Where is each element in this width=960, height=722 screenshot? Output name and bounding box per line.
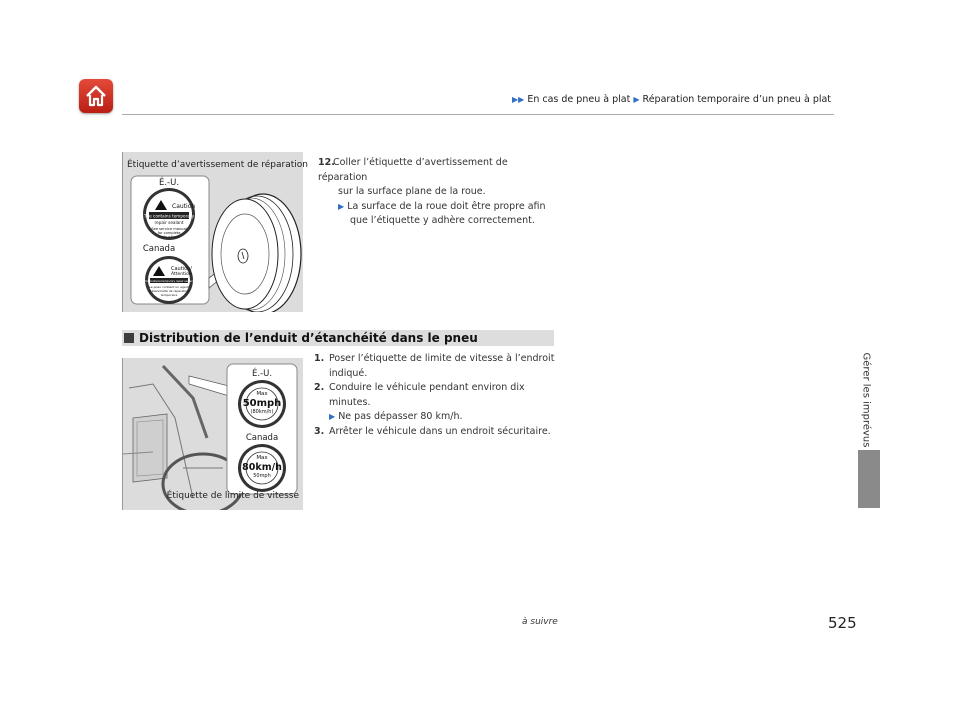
speed-limit-label-figure [122, 358, 303, 510]
triangle-right-icon: ▶▶ [512, 95, 525, 104]
step-1: 1. Poser l’étiquette de limite de vitesse à l’endroit [314, 353, 555, 364]
breadcrumb [512, 94, 831, 105]
arrow-right-icon: ▶ [338, 201, 345, 211]
arrow-right-icon: ▶ [329, 412, 336, 422]
repair-warning-label-figure [122, 152, 308, 312]
us-speed-kmh: (80km/h) [250, 409, 274, 415]
sticker-ca-line-2: Attention [171, 272, 192, 277]
side-tab-label[interactable]: Gérer les imprévus [860, 352, 872, 448]
steps-list: 1. Poser l’étiquette de limite de vitesse à l’endroit indiqué. 2. Conduire le véhicule pendant environ dix minutes. ▶ Ne pas dépasser 80 km/h. 3. Arrêter le véhicule dans un endroit sécuritaire. [314, 352, 558, 440]
triangle-right-icon: ▶ [633, 95, 640, 104]
sticker-us-line-3: repair sealant [154, 220, 184, 225]
header-divider [122, 114, 834, 115]
sticker-us-line-5: for complete [157, 231, 181, 235]
sticker-ca-line-4: Le pneu contient un agent [149, 285, 189, 289]
step-number: 12. [318, 157, 335, 168]
breadcrumb-item-flat-tire[interactable]: En cas de pneu à plat [527, 94, 631, 105]
label-us: É.-U. [251, 369, 273, 379]
label-canada: Canada [142, 244, 176, 254]
sticker-ca-line-3: Tire contains temporary repair sealant [144, 280, 194, 283]
section-square-icon [124, 333, 134, 343]
ca-speed-kmh: 80km/h [242, 462, 282, 473]
step-12: 12.Coller l’étiquette d’avertissement de réparation sur la surface plane de la roue. ▶ La surface de la roue doit être propre afin que l’étiquette y adhère correctement. [318, 157, 546, 227]
home-button[interactable] [79, 79, 113, 113]
home-icon [84, 84, 108, 108]
wheel-sticker-illustration [123, 170, 303, 312]
step-3: 3. Arrêter le véhicule dans un endroit sécuritaire. [314, 425, 551, 437]
page-number: 525 [828, 614, 857, 632]
sticker-ca-line-5: d’étanchéité de réparation [148, 289, 190, 293]
label-canada: Canada [245, 433, 279, 443]
side-tab-marker [858, 450, 880, 508]
sticker-us-line-1: Caution [172, 203, 196, 210]
ca-speed-mph: 50mph [253, 473, 271, 479]
us-max-text: Max [256, 391, 268, 397]
ca-max-text: Max [256, 455, 268, 461]
sticker-us-line-6: instructions [158, 235, 180, 239]
sticker-ca-line-6: temporaire [160, 293, 178, 297]
continued-note: à suivre [522, 617, 558, 627]
us-speed-mph: 50mph [242, 398, 282, 409]
sticker-us-line-2: Tire contains temporary [143, 213, 195, 219]
step-2: 2. Conduire le véhicule pendant environ dix [314, 382, 525, 394]
sticker-ca-line-1: Caution/ [171, 266, 192, 272]
figure-caption: Étiquette de limite de vitesse [166, 491, 299, 501]
dashboard-sticker-illustration [123, 358, 303, 510]
section-heading: Distribution de l’enduit d’étanchéité dans le pneu [122, 330, 554, 346]
sticker-us-line-4: See service manual [151, 227, 187, 231]
breadcrumb-item-temporary-repair[interactable]: Réparation temporaire d’un pneu à plat [642, 94, 832, 105]
label-us: É.-U. [158, 178, 180, 188]
figure-caption: Étiquette d’avertissement de réparation [127, 160, 308, 170]
